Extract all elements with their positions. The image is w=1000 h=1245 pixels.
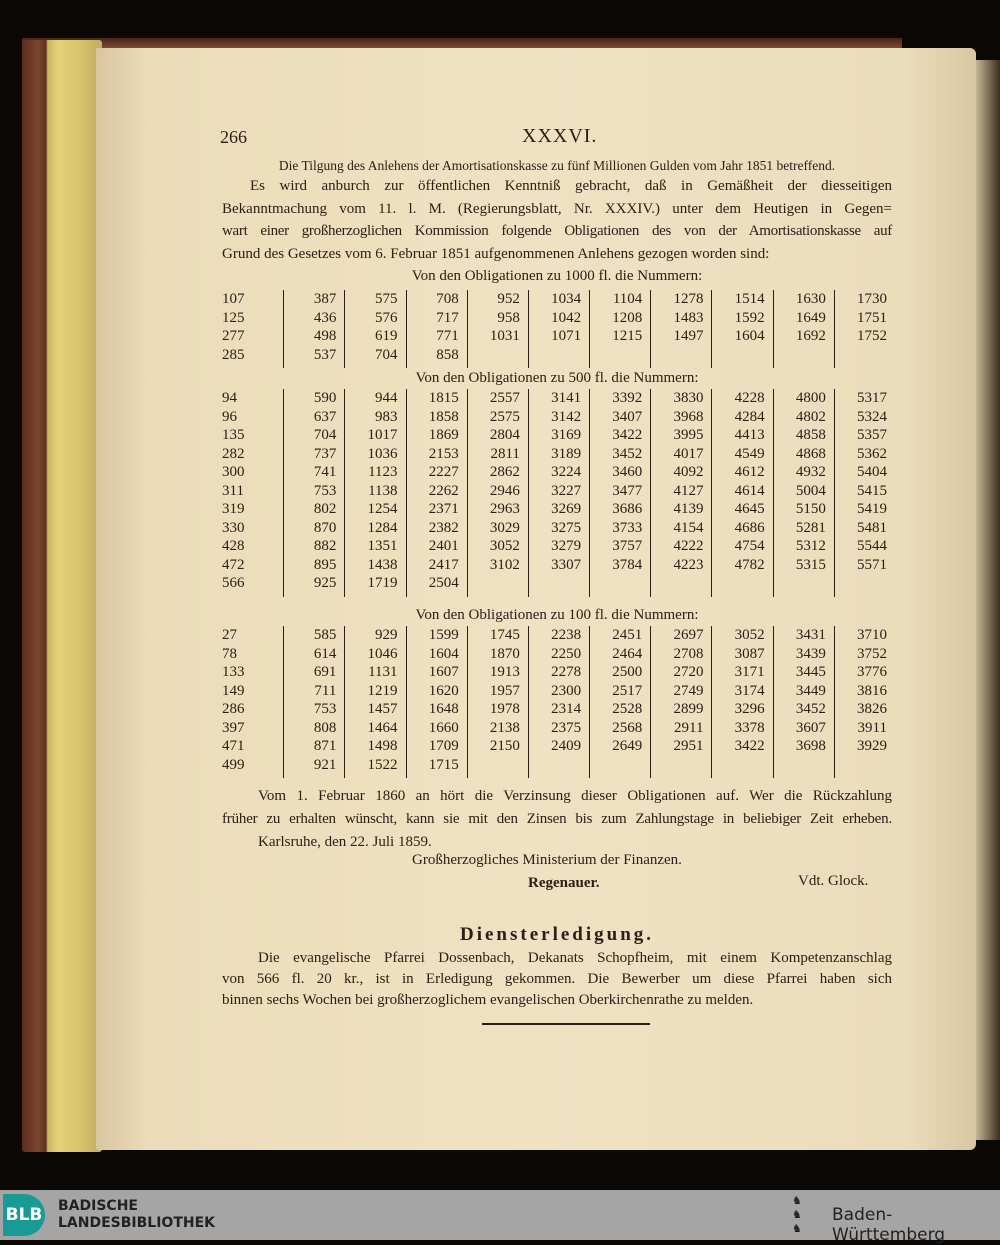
obligation-number: 3296 — [734, 701, 765, 717]
obligation-number: 1497 — [673, 328, 704, 344]
obligation-number: 3269 — [551, 501, 582, 517]
obligation-number: 958 — [497, 309, 520, 326]
obligation-number: 737 — [313, 445, 337, 462]
obligation-number: 3052 — [734, 627, 765, 643]
table-column — [467, 626, 528, 778]
obligation-number: 983 — [375, 408, 398, 425]
obligation-number: 711 — [314, 682, 337, 699]
obligation-number: 2862 — [489, 464, 520, 480]
obligation-number: 1869 — [428, 427, 459, 443]
obligation-number: 3142 — [551, 408, 582, 425]
obligation-number: 1692 — [795, 328, 826, 344]
table-column — [834, 290, 895, 368]
obligation-number: 4932 — [795, 464, 826, 480]
obligation-number: 1978 — [489, 701, 520, 717]
obligation-number: 4612 — [734, 464, 765, 480]
obligation-number: 282 — [222, 445, 245, 462]
obligation-number: 277 — [222, 328, 245, 344]
obligation-number: 1604 — [734, 328, 765, 344]
table-column — [650, 389, 711, 597]
obligation-number: 3968 — [673, 408, 704, 425]
obligation-number: 1483 — [673, 309, 704, 326]
obligation-number: 614 — [313, 645, 337, 662]
obligation-number: 2575 — [489, 408, 520, 425]
obligation-number: 4223 — [673, 556, 704, 573]
obligation-number: 2500 — [612, 664, 643, 680]
obligation-number: 2238 — [551, 627, 582, 643]
obligation-number: 2911 — [674, 719, 704, 736]
obligation-number: 3102 — [489, 556, 520, 573]
obligation-number: 1219 — [367, 682, 398, 699]
obligation-number: 2464 — [612, 645, 643, 662]
table-100 — [222, 626, 895, 778]
obligation-number: 944 — [375, 390, 398, 406]
obligation-number: 330 — [222, 519, 245, 536]
table-column — [650, 626, 711, 778]
obligation-number: 5312 — [795, 538, 826, 554]
obligation-number: 1351 — [367, 538, 398, 554]
obligation-number: 1046 — [367, 645, 398, 662]
obligation-number: 387 — [313, 291, 337, 307]
obligation-number: 4549 — [734, 445, 765, 462]
table-column — [528, 389, 589, 597]
obligation-number: 436 — [313, 309, 337, 326]
obligation-number: 1745 — [489, 627, 520, 643]
obligation-number: 5404 — [857, 464, 887, 480]
obligation-number: 1649 — [795, 309, 826, 326]
obligation-number: 2138 — [489, 719, 520, 736]
obligation-number: 1215 — [612, 328, 643, 344]
obligation-number: 311 — [222, 482, 244, 499]
obligation-number: 3227 — [551, 482, 582, 499]
obligation-number: 3378 — [734, 719, 765, 736]
obligation-number: 1957 — [489, 682, 520, 699]
table-column — [589, 389, 650, 597]
obligation-number: 2371 — [428, 501, 459, 517]
obligation-number: 3171 — [734, 664, 765, 680]
page-number: 266 — [220, 127, 247, 147]
obligation-number: 5281 — [795, 519, 826, 536]
obligation-number: 1607 — [428, 664, 459, 680]
obligation-number: 5317 — [857, 390, 887, 406]
obligation-number: 1034 — [551, 291, 582, 307]
obligation-number: 576 — [375, 309, 398, 326]
obligation-number: 1071 — [551, 328, 582, 344]
obligation-number: 472 — [222, 556, 245, 573]
obligation-number: 5315 — [795, 556, 826, 573]
obligation-number: 3995 — [673, 427, 704, 443]
obligation-number: 929 — [375, 627, 398, 643]
obligation-number: 1709 — [428, 738, 459, 754]
state-lions-icon: ♞ ♞ ♞ — [792, 1194, 802, 1235]
obligation-number: 3029 — [489, 519, 520, 536]
blb-logo[interactable]: BLB — [3, 1194, 45, 1236]
obligation-number: 4614 — [734, 482, 765, 499]
obligation-number: 691 — [313, 664, 337, 680]
table-column — [344, 389, 405, 597]
obligation-number: 3752 — [857, 645, 887, 662]
obligation-number: 3733 — [612, 519, 643, 536]
table-column — [222, 290, 283, 368]
obligation-number: 4228 — [734, 390, 765, 406]
section-number: XXXVI. — [522, 125, 598, 147]
obligation-number: 3224 — [551, 464, 582, 480]
obligation-number: 94 — [222, 390, 237, 406]
obligation-number: 2382 — [428, 519, 459, 536]
intro-line: Bekanntmachung vom 11. l. M. (Regierungsblatt, Nr. XXXIV.) unter dem Heutigen in Gegen= — [222, 201, 892, 217]
obligation-number: 1042 — [551, 309, 582, 326]
obligation-number: 3439 — [795, 645, 826, 662]
obligation-number: 2720 — [673, 664, 704, 680]
table-column — [344, 626, 405, 778]
obligation-number: 4782 — [734, 556, 765, 573]
obligation-number: 1592 — [734, 309, 765, 326]
obligation-number: 2262 — [428, 482, 459, 499]
obligation-number: 428 — [222, 538, 245, 554]
obligation-number: 5150 — [795, 501, 826, 517]
obligation-number: 3052 — [489, 538, 520, 554]
obligation-number: 2963 — [489, 501, 520, 517]
obligation-number: 1464 — [367, 719, 398, 736]
library-line2: LANDESBIBLIOTHEK — [58, 1215, 216, 1231]
obligation-number: 802 — [313, 501, 337, 517]
obligation-number: 1031 — [489, 328, 520, 344]
obligation-number: 3307 — [551, 556, 582, 573]
obligation-number: 858 — [436, 346, 459, 363]
obligation-number: 125 — [222, 309, 245, 326]
obligation-number: 3392 — [612, 390, 643, 406]
obligation-number: 3174 — [734, 682, 765, 699]
obligation-number: 3816 — [857, 682, 887, 699]
document-title: Die Tilgung des Anlehens der Amortisationskasse zu fünf Millionen Gulden vom Jahr 1851 betreffend. — [278, 158, 836, 173]
obligation-number: 2250 — [551, 645, 582, 662]
obligation-number: 5419 — [857, 501, 887, 517]
obligation-number: 1752 — [857, 328, 887, 344]
obligation-number: 3477 — [612, 482, 643, 499]
obligation-number: 2568 — [612, 719, 643, 736]
obligation-number: 2375 — [551, 719, 582, 736]
obligation-number: 4017 — [673, 445, 704, 462]
obligation-number: 575 — [375, 291, 398, 307]
obligation-number: 637 — [313, 408, 337, 425]
obligation-number: 5571 — [857, 556, 887, 573]
obligation-number: 1036 — [367, 445, 398, 462]
table-column — [773, 389, 834, 597]
obligation-number: 3141 — [551, 390, 582, 406]
obligation-number: 2697 — [673, 627, 704, 643]
obligation-number: 3169 — [551, 427, 582, 443]
obligation-number: 3407 — [612, 408, 643, 425]
obligation-number: 2749 — [673, 682, 704, 699]
obligation-number: 1457 — [367, 701, 398, 717]
obligation-number: 149 — [222, 682, 245, 699]
obligation-number: 2227 — [428, 464, 459, 480]
obligation-number: 4858 — [795, 427, 826, 443]
table-column — [283, 626, 344, 778]
obligation-number: 704 — [313, 427, 337, 443]
obligation-number: 1599 — [428, 627, 459, 643]
book-spine-edge — [22, 40, 102, 1152]
obligation-number: 708 — [436, 291, 459, 307]
obligation-number: 1620 — [428, 682, 459, 699]
obligation-number: 3275 — [551, 519, 582, 536]
obligation-number: 3431 — [795, 627, 826, 643]
obligation-number: 2557 — [489, 390, 520, 406]
table-column — [528, 290, 589, 368]
obligation-number: 925 — [313, 575, 337, 591]
table-1000 — [222, 290, 895, 368]
intro-line: Grund des Gesetzes vom 6. Februar 1851 aufgenommenen Anlehens gezogen worden sind: — [222, 246, 770, 262]
obligation-number: 3929 — [857, 738, 887, 754]
obligation-number: 5362 — [857, 445, 887, 462]
obligation-number: 2451 — [612, 627, 643, 643]
obligation-number: 2811 — [490, 445, 520, 462]
signature: Regenauer. — [528, 875, 600, 891]
table-500 — [222, 389, 895, 597]
table-column — [283, 389, 344, 597]
obligation-number: 3452 — [795, 701, 826, 717]
obligation-number: 4754 — [734, 538, 765, 554]
table-column — [834, 389, 895, 597]
obligation-number: 537 — [313, 346, 337, 363]
obligation-number: 4645 — [734, 501, 765, 517]
footer-bar — [0, 1190, 1000, 1245]
obligation-number: 499 — [222, 756, 245, 773]
obligation-number: 2300 — [551, 682, 582, 699]
table-column — [406, 290, 467, 368]
obligation-number: 133 — [222, 664, 245, 680]
obligation-number: 1104 — [612, 291, 643, 307]
obligation-number: 1522 — [367, 756, 398, 773]
obligation-number: 1131 — [368, 664, 398, 680]
obligation-number: 4154 — [673, 519, 704, 536]
obligation-number: 2517 — [612, 682, 643, 699]
obligation-number: 4092 — [673, 464, 704, 480]
obligation-number: 753 — [313, 701, 337, 717]
intro-line: wart einer großherzoglichen Kommission folgende Obligationen des von der Amortisationskasse auf — [222, 223, 892, 239]
obligation-number: 895 — [313, 556, 337, 573]
table-column — [711, 290, 772, 368]
table-column — [650, 290, 711, 368]
obligation-number: 2804 — [489, 427, 520, 443]
table-column — [773, 626, 834, 778]
obligation-number: 286 — [222, 701, 245, 717]
obligation-number: 808 — [313, 719, 337, 736]
table-column — [222, 626, 283, 778]
obligation-number: 1284 — [367, 519, 398, 536]
table-100-heading: Von den Obligationen zu 100 fl. die Nummern: — [415, 607, 699, 623]
obligation-number: 471 — [222, 738, 245, 754]
obligation-number: 2150 — [489, 738, 520, 754]
table-500-heading: Von den Obligationen zu 500 fl. die Nummern: — [415, 370, 699, 386]
obligation-number: 2314 — [551, 701, 582, 717]
obligation-number: 397 — [222, 719, 245, 736]
table-column — [773, 290, 834, 368]
obligation-number: 871 — [313, 738, 337, 754]
obligation-number: 2528 — [612, 701, 643, 717]
obligation-number: 566 — [222, 575, 245, 591]
obligation-number: 5544 — [857, 538, 887, 554]
ministry: Großherzogliches Ministerium der Finanzen. — [412, 852, 682, 868]
obligation-number: 882 — [313, 538, 337, 554]
obligation-number: 285 — [222, 346, 245, 363]
obligation-number: 2409 — [551, 738, 582, 754]
obligation-number: 1254 — [367, 501, 398, 517]
obligation-number: 1870 — [489, 645, 520, 662]
table-column — [467, 389, 528, 597]
obligation-number: 870 — [313, 519, 337, 536]
place-date: Karlsruhe, den 22. Juli 1859. — [258, 834, 432, 850]
obligation-number: 319 — [222, 501, 245, 517]
obligation-number: 1913 — [489, 664, 520, 680]
closing-line: früher zu erhalten wünscht, kann sie mit den Zinsen bis zum Zahlungstage in beliebiger Zeit erheben. — [222, 811, 892, 827]
obligation-number: 3445 — [795, 664, 826, 680]
library-line1: BADISCHE — [58, 1198, 138, 1214]
obligation-number: 4127 — [673, 482, 704, 499]
obligation-number: 1514 — [734, 291, 765, 307]
obligation-number: 753 — [313, 482, 337, 499]
table-column — [834, 626, 895, 778]
notice-line: binnen sechs Wochen bei großherzoglichem evangelischen Oberkirchenrathe zu melden. — [222, 992, 754, 1008]
table-1000-heading: Von den Obligationen zu 1000 fl. die Nummern: — [411, 268, 703, 284]
obligation-number: 2504 — [428, 575, 459, 591]
obligation-number: 96 — [222, 408, 237, 425]
obligation-number: 1438 — [367, 556, 398, 573]
obligation-number: 1604 — [428, 645, 459, 662]
obligation-number: 3826 — [857, 701, 887, 717]
obligation-number: 4800 — [795, 390, 826, 406]
vdt-signature: Vdt. Glock. — [798, 873, 869, 889]
obligation-number: 498 — [313, 328, 337, 344]
obligation-number: 2278 — [551, 664, 582, 680]
obligation-number: 1138 — [368, 482, 398, 499]
state-name[interactable]: Baden-Württemberg — [832, 1205, 946, 1245]
obligation-number: 704 — [375, 346, 398, 363]
obligation-number: 4802 — [795, 408, 826, 425]
obligation-number: 1730 — [857, 291, 887, 307]
obligation-number: 3776 — [857, 664, 887, 680]
obligation-number: 2417 — [428, 556, 459, 573]
obligation-number: 3757 — [612, 538, 643, 554]
table-column — [589, 626, 650, 778]
obligation-number: 2708 — [673, 645, 704, 662]
obligation-number: 27 — [222, 627, 237, 643]
obligation-number: 1648 — [428, 701, 459, 717]
obligation-number: 1751 — [857, 309, 887, 326]
notice-line: Die evangelische Pfarrei Dossenbach, Dekanats Schopfheim, mit einem Kompetenzanschlag — [258, 950, 892, 966]
obligation-number: 3607 — [795, 719, 826, 736]
obligation-number: 4686 — [734, 519, 765, 536]
obligation-number: 300 — [222, 464, 245, 480]
obligation-number: 2899 — [673, 701, 704, 717]
table-column — [406, 626, 467, 778]
obligation-number: 3830 — [673, 390, 704, 406]
obligation-number: 1123 — [368, 464, 398, 480]
obligation-number: 5357 — [857, 427, 887, 443]
obligation-number: 4222 — [673, 538, 704, 554]
table-column — [711, 626, 772, 778]
obligation-number: 2946 — [489, 482, 520, 499]
obligation-number: 1630 — [795, 291, 826, 307]
closing-line: Vom 1. Februar 1860 an hört die Verzinsung dieser Obligationen auf. Wer die Rückzahlung — [258, 788, 892, 804]
obligation-number: 3911 — [857, 719, 887, 736]
obligation-number: 3449 — [795, 682, 826, 699]
obligation-number: 1017 — [367, 427, 398, 443]
obligation-number: 1715 — [428, 756, 459, 773]
obligation-number: 3422 — [612, 427, 643, 443]
obligation-number: 1278 — [673, 291, 704, 307]
obligation-number: 3460 — [612, 464, 643, 480]
end-rule — [482, 1023, 650, 1025]
obligation-number: 590 — [313, 390, 337, 406]
obligation-number: 5415 — [857, 482, 887, 499]
obligation-number: 3189 — [551, 445, 582, 462]
obligation-number: 5004 — [795, 482, 826, 499]
obligation-number: 585 — [313, 627, 337, 643]
table-column — [589, 290, 650, 368]
obligation-number: 1498 — [367, 738, 398, 754]
obligation-number: 1815 — [428, 390, 459, 406]
obligation-number: 1208 — [612, 309, 643, 326]
obligation-number: 952 — [497, 291, 520, 307]
obligation-number: 3698 — [795, 738, 826, 754]
obligation-number: 4868 — [795, 445, 826, 462]
obligation-number: 3422 — [734, 738, 765, 754]
obligation-number: 4413 — [734, 427, 765, 443]
obligation-number: 2153 — [428, 445, 459, 462]
table-column — [467, 290, 528, 368]
intro-line: Es wird anburch zur öffentlichen Kenntniß gebracht, daß in Gemäßheit der diesseitigen — [250, 178, 892, 194]
table-column — [222, 389, 283, 597]
obligation-number: 619 — [375, 328, 398, 344]
table-column — [344, 290, 405, 368]
table-column — [283, 290, 344, 368]
obligation-number: 135 — [222, 427, 245, 443]
notice-line: von 566 fl. 20 kr., ist in Erledigung gekommen. Die Bewerber um diese Pfarrei haben sich — [222, 971, 892, 987]
obligation-number: 3452 — [612, 445, 643, 462]
obligation-number: 3279 — [551, 538, 582, 554]
obligation-number: 3087 — [734, 645, 765, 662]
table-column — [711, 389, 772, 597]
obligation-number: 717 — [436, 309, 459, 326]
obligation-number: 1660 — [428, 719, 459, 736]
obligation-number: 5324 — [857, 408, 887, 425]
obligation-number: 107 — [222, 291, 245, 307]
obligation-number: 3784 — [612, 556, 643, 573]
obligation-number: 4139 — [673, 501, 704, 517]
obligation-number: 5481 — [857, 519, 887, 536]
obligation-number: 921 — [313, 756, 337, 773]
obligation-number: 2401 — [428, 538, 459, 554]
obligation-number: 1719 — [367, 575, 398, 591]
obligation-number: 2951 — [673, 738, 704, 754]
notice-heading: Diensterledigung. — [459, 924, 655, 945]
page-edge-shadow — [975, 60, 1000, 1140]
obligation-number: 2649 — [612, 738, 643, 754]
obligation-number: 78 — [222, 645, 237, 662]
table-column — [406, 389, 467, 597]
obligation-number: 1858 — [428, 408, 459, 425]
obligation-number: 3710 — [857, 627, 887, 643]
obligation-number: 771 — [436, 328, 459, 344]
obligation-number: 741 — [313, 464, 337, 480]
table-column — [528, 626, 589, 778]
obligation-number: 4284 — [734, 408, 765, 425]
obligation-number: 3686 — [612, 501, 643, 517]
library-name[interactable] — [58, 1198, 215, 1232]
